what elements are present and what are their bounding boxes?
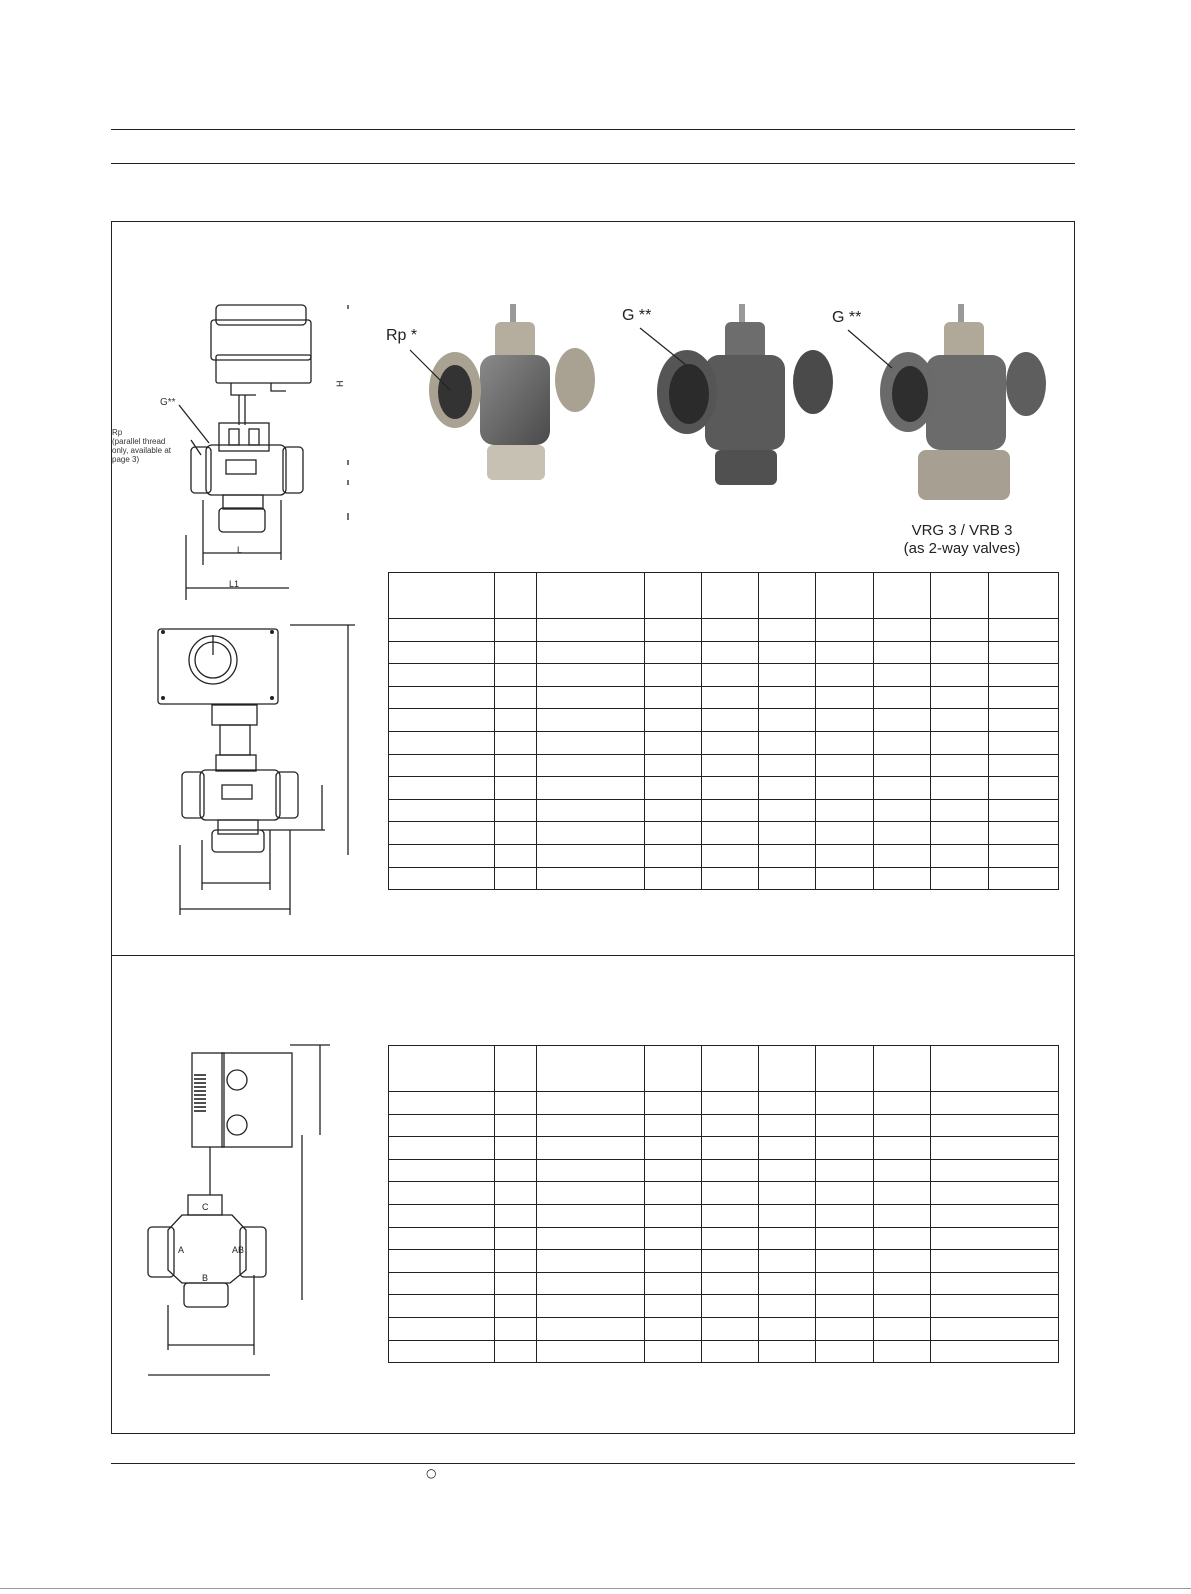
table-cell [537, 1182, 645, 1205]
table-cell [874, 1273, 931, 1296]
table-cell [495, 1160, 537, 1183]
table-cell [931, 800, 989, 823]
table-cell [759, 868, 816, 891]
dimensions-table-2 [388, 1045, 1059, 1363]
table-cell [645, 800, 702, 823]
table-cell [495, 1341, 537, 1364]
table-cell [931, 687, 989, 710]
table-cell [989, 868, 1058, 891]
table-cell [989, 800, 1058, 823]
leader-arrow [0, 0, 1191, 600]
table-cell [816, 1160, 874, 1183]
table-cell [931, 1115, 1058, 1138]
table-cell [537, 845, 645, 868]
table-cell [759, 845, 816, 868]
table-header-cell [495, 573, 537, 619]
actuator-front-drawing [150, 625, 370, 925]
table-cell [702, 1341, 759, 1364]
table-cell [816, 1273, 874, 1296]
table-cell [816, 642, 874, 665]
table-cell [759, 619, 816, 642]
table-cell [537, 755, 645, 778]
table-cell [874, 1160, 931, 1183]
svg-text:B: B [202, 1273, 209, 1283]
table-cell [816, 1182, 874, 1205]
table-cell [645, 664, 702, 687]
table-cell [645, 1115, 702, 1138]
table-cell [645, 687, 702, 710]
table-cell [989, 777, 1058, 800]
table-cell [931, 868, 989, 891]
table-cell [537, 1318, 645, 1341]
table-cell [702, 732, 759, 755]
table-cell [389, 777, 495, 800]
table-cell [874, 1115, 931, 1138]
table-cell [495, 687, 537, 710]
table-cell [495, 755, 537, 778]
table-cell [816, 1115, 874, 1138]
svg-text:H: H [335, 380, 345, 387]
table-cell [816, 1341, 874, 1364]
table-cell [389, 1205, 495, 1228]
table-cell [989, 642, 1058, 665]
table-cell [495, 1273, 537, 1296]
table-header-cell [537, 573, 645, 619]
table-cell [702, 822, 759, 845]
table-cell [702, 1205, 759, 1228]
svg-text:L1: L1 [229, 579, 240, 589]
table-cell [931, 1182, 1058, 1205]
table-cell [874, 755, 931, 778]
table-cell [645, 1182, 702, 1205]
table-cell [759, 1341, 816, 1364]
table-cell [645, 1318, 702, 1341]
table-cell [816, 845, 874, 868]
table-cell [816, 687, 874, 710]
table-cell [931, 664, 989, 687]
table-cell [874, 1250, 931, 1273]
table-header-cell [816, 573, 874, 619]
table-cell [389, 822, 495, 845]
table-cell [931, 1273, 1058, 1296]
table-cell [389, 1250, 495, 1273]
table-cell [874, 868, 931, 891]
table-cell [816, 664, 874, 687]
table-header-cell [389, 573, 495, 619]
table-cell [495, 1228, 537, 1251]
rp-callout-line-3: only, available at [112, 446, 171, 455]
table-cell [537, 664, 645, 687]
table-cell [495, 1250, 537, 1273]
table-cell [389, 1295, 495, 1318]
table-cell [537, 868, 645, 891]
dimensions-table-1 [388, 572, 1059, 890]
table-cell [816, 800, 874, 823]
table-cell [874, 642, 931, 665]
rp-callout-line-4: page 3) [112, 455, 140, 464]
table-cell [759, 1160, 816, 1183]
table-cell [702, 687, 759, 710]
table-cell [645, 1092, 702, 1115]
table-header-cell [389, 1046, 495, 1092]
footer-mark: ○ [426, 1466, 437, 1480]
table-cell [931, 1228, 1058, 1251]
table-cell [931, 1205, 1058, 1228]
table-header-cell [495, 1046, 537, 1092]
table-cell [702, 642, 759, 665]
table-cell [702, 709, 759, 732]
table-cell [702, 1160, 759, 1183]
table-cell [537, 1250, 645, 1273]
table-cell [495, 1205, 537, 1228]
table-cell [537, 1115, 645, 1138]
table-cell [931, 732, 989, 755]
table-cell [816, 1250, 874, 1273]
table-cell [645, 1228, 702, 1251]
table-cell [645, 619, 702, 642]
table-cell [759, 800, 816, 823]
table-cell [989, 619, 1058, 642]
table-cell [645, 1250, 702, 1273]
table-cell [816, 777, 874, 800]
table-cell [931, 1318, 1058, 1341]
table-cell [931, 1137, 1058, 1160]
table-cell [702, 1273, 759, 1296]
table-cell [702, 755, 759, 778]
svg-text:C: C [202, 1202, 209, 1212]
table-cell [389, 800, 495, 823]
table-cell [816, 709, 874, 732]
rp-callout-line-1: Rp [112, 428, 123, 437]
table-cell [537, 777, 645, 800]
table-cell [931, 822, 989, 845]
bottom-edge-line [0, 1588, 1191, 1589]
table-cell [816, 1137, 874, 1160]
svg-text:L: L [237, 545, 243, 555]
table-cell [702, 1295, 759, 1318]
table-cell [389, 868, 495, 891]
table-cell [495, 732, 537, 755]
table-cell [702, 1318, 759, 1341]
table-cell [702, 1182, 759, 1205]
table-cell [874, 1318, 931, 1341]
table-cell [389, 1092, 495, 1115]
table-cell [931, 777, 989, 800]
table-cell [874, 709, 931, 732]
rp-callout-line-2: (parallel thread [112, 437, 166, 446]
table-cell [702, 1250, 759, 1273]
table-cell [874, 1137, 931, 1160]
table-cell [702, 868, 759, 891]
table-cell [389, 709, 495, 732]
table-cell [702, 619, 759, 642]
table-header-cell [816, 1046, 874, 1092]
table-cell [495, 777, 537, 800]
table-cell [495, 1092, 537, 1115]
table-cell [874, 777, 931, 800]
table-cell [389, 1273, 495, 1296]
table-cell [702, 1137, 759, 1160]
table-cell [816, 822, 874, 845]
table-cell [645, 1273, 702, 1296]
table-cell [931, 1250, 1058, 1273]
table-cell [645, 1341, 702, 1364]
table-cell [389, 732, 495, 755]
table-cell [645, 822, 702, 845]
table-cell [816, 1228, 874, 1251]
table-cell [389, 755, 495, 778]
table-cell [874, 1228, 931, 1251]
table-cell [495, 845, 537, 868]
table-cell [931, 1295, 1058, 1318]
table-cell [645, 868, 702, 891]
table-cell [495, 1318, 537, 1341]
table-cell [702, 845, 759, 868]
table-cell [645, 1295, 702, 1318]
table-cell [389, 664, 495, 687]
table-cell [759, 1228, 816, 1251]
photo-caption-line-1: VRG 3 / VRB 3 [911, 522, 1013, 539]
table-cell [537, 619, 645, 642]
table-cell [702, 777, 759, 800]
table-cell [759, 777, 816, 800]
table-cell [702, 664, 759, 687]
g-callout-label: G** [160, 397, 176, 408]
table-cell [931, 845, 989, 868]
table-cell [874, 800, 931, 823]
table-cell [389, 845, 495, 868]
table-cell [495, 800, 537, 823]
table-cell [931, 755, 989, 778]
table-cell [645, 642, 702, 665]
table-cell [816, 1092, 874, 1115]
table-header-cell [537, 1046, 645, 1092]
table-cell [874, 1205, 931, 1228]
table-cell [989, 755, 1058, 778]
table-cell [874, 1295, 931, 1318]
table-cell [759, 822, 816, 845]
table-header-cell [989, 573, 1058, 619]
table-header-cell [874, 573, 931, 619]
table-header-cell [931, 573, 989, 619]
table-cell [989, 732, 1058, 755]
table-header-cell [874, 1046, 931, 1092]
table-cell [389, 1137, 495, 1160]
table-cell [537, 709, 645, 732]
table-cell [759, 1250, 816, 1273]
table-cell [816, 619, 874, 642]
table-cell [759, 1318, 816, 1341]
table-cell [702, 1228, 759, 1251]
table-cell [537, 687, 645, 710]
table-cell [816, 1318, 874, 1341]
table-cell [759, 1273, 816, 1296]
table-header-cell [759, 573, 816, 619]
table-cell [759, 1092, 816, 1115]
table-cell [759, 1205, 816, 1228]
table-cell [537, 1295, 645, 1318]
table-cell [874, 845, 931, 868]
photo-label-g-2: G ** [832, 309, 862, 326]
table-cell [389, 1318, 495, 1341]
table-cell [874, 732, 931, 755]
table-cell [537, 732, 645, 755]
table-cell [759, 1137, 816, 1160]
table-cell [537, 1273, 645, 1296]
table-cell [645, 1137, 702, 1160]
table-cell [645, 1205, 702, 1228]
table-cell [759, 755, 816, 778]
table-cell [389, 1160, 495, 1183]
table-cell [645, 732, 702, 755]
table-cell [931, 1092, 1058, 1115]
table-cell [874, 1182, 931, 1205]
table-cell [874, 664, 931, 687]
table-cell [989, 845, 1058, 868]
table-cell [495, 1137, 537, 1160]
table-cell [537, 800, 645, 823]
table-cell [759, 709, 816, 732]
table-cell [989, 709, 1058, 732]
table-cell [389, 1182, 495, 1205]
table-cell [389, 642, 495, 665]
table-header-cell [645, 573, 702, 619]
table-cell [874, 1341, 931, 1364]
table-cell [759, 1182, 816, 1205]
table-cell [495, 1182, 537, 1205]
photo-label-rp: Rp * [386, 327, 418, 344]
table-cell [495, 868, 537, 891]
table-cell [645, 845, 702, 868]
table-cell [645, 755, 702, 778]
table-cell [537, 642, 645, 665]
table-header-cell [931, 1046, 1058, 1092]
table-cell [759, 642, 816, 665]
table-cell [389, 1228, 495, 1251]
table-cell [495, 642, 537, 665]
table-header-cell [702, 1046, 759, 1092]
table-cell [537, 1341, 645, 1364]
table-cell [702, 1115, 759, 1138]
svg-text:AB: AB [232, 1245, 245, 1255]
table-cell [989, 822, 1058, 845]
table-cell [874, 822, 931, 845]
photo-caption-line-2: (as 2-way valves) [903, 540, 1021, 557]
table-cell [931, 642, 989, 665]
table-cell [759, 1115, 816, 1138]
table-cell [931, 1160, 1058, 1183]
table-cell [816, 1295, 874, 1318]
table-cell [537, 1160, 645, 1183]
table-cell [495, 1295, 537, 1318]
table-cell [989, 687, 1058, 710]
table-cell [931, 619, 989, 642]
table-header-cell [759, 1046, 816, 1092]
table-cell [389, 1341, 495, 1364]
footer-rule [111, 1463, 1075, 1464]
table-cell [389, 687, 495, 710]
table-cell [931, 709, 989, 732]
table-header-cell [702, 573, 759, 619]
table-cell [645, 1160, 702, 1183]
table-cell [759, 687, 816, 710]
table-cell [495, 709, 537, 732]
table-cell [759, 664, 816, 687]
table-cell [495, 1115, 537, 1138]
table-cell [874, 687, 931, 710]
table-cell [816, 1205, 874, 1228]
svg-text:A: A [178, 1245, 185, 1255]
table-cell [389, 619, 495, 642]
table-cell [816, 868, 874, 891]
table-cell [759, 1295, 816, 1318]
table-cell [759, 732, 816, 755]
table-cell [874, 619, 931, 642]
table-cell [537, 822, 645, 845]
table-cell [702, 800, 759, 823]
table-cell [702, 1092, 759, 1115]
table-cell [495, 619, 537, 642]
table-cell [874, 1092, 931, 1115]
table-cell [537, 1092, 645, 1115]
table-cell [537, 1137, 645, 1160]
table-cell [389, 1115, 495, 1138]
table-cell [645, 709, 702, 732]
table-cell [537, 1205, 645, 1228]
table-cell [645, 777, 702, 800]
table-cell [537, 1228, 645, 1251]
table-cell [816, 755, 874, 778]
photo-label-g: G ** [622, 307, 652, 324]
table-cell [495, 822, 537, 845]
manual-actuator-drawing [130, 1045, 370, 1390]
table-cell [816, 732, 874, 755]
table-cell [931, 1341, 1058, 1364]
table-cell [989, 664, 1058, 687]
table-cell [495, 664, 537, 687]
table-header-cell [645, 1046, 702, 1092]
